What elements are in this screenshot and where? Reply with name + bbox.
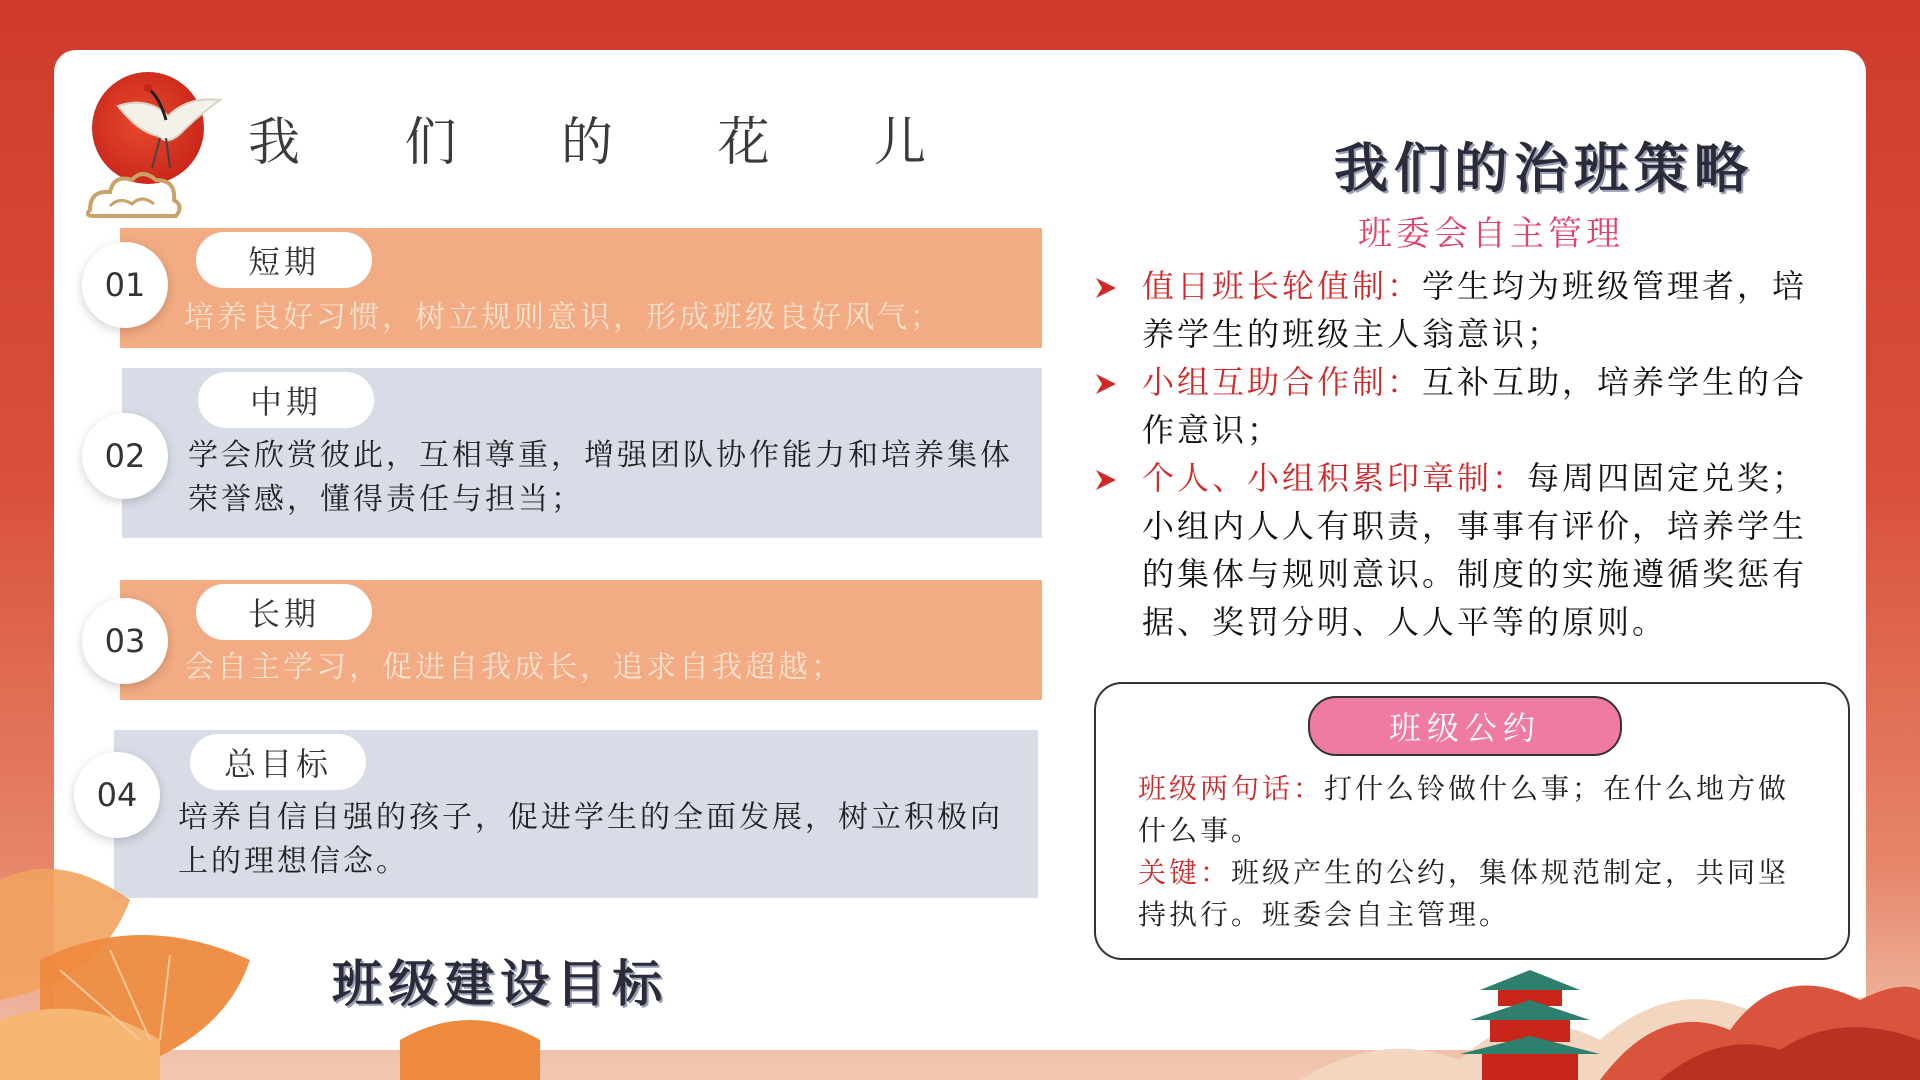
strategy-item (1094, 358, 1834, 454)
strategy-heading: 值日班长轮值制： (1142, 267, 1423, 305)
goal-description: 培养良好习惯，树立规则意识，形成班级良好风气； (184, 300, 943, 335)
convention-body: 打什么铃做什么事；在什么地方做什么事。 (1138, 772, 1790, 847)
convention-body: 班级产生的公约，集体规范制定，共同坚持执行。班委会自主管理。 (1138, 856, 1790, 931)
goal-label-pill: 长期 (196, 584, 372, 640)
strategy-body: 学生均为班级管理者，培养学生的班级主人翁意识； (1142, 267, 1808, 353)
strategy-item (1094, 454, 1834, 646)
goal-label-pill: 中期 (198, 372, 374, 428)
pavilion-icon (1300, 910, 1920, 1080)
convention-title-pill: 班级公约 (1308, 696, 1622, 756)
page-title: 我 们 的 花 儿 (248, 113, 971, 173)
goal-label-pill: 总目标 (190, 734, 366, 790)
goal-description: 学会欣赏彼此，互相尊重，增强团队协作能力和培养集体荣誉感，懂得责任与担当； (188, 438, 1013, 517)
strategy-heading: 小组互助合作制： (1142, 363, 1423, 401)
strategy-body: 每周四固定兑奖；小组内人人有职责，事事有评价，培养学生的集体与规则意识。制度的实施遵循奖惩有据、奖罚分明、人人平等的原则。 (1142, 459, 1808, 641)
arrow-bullet-icon (1094, 468, 1118, 492)
goal-number-badge: 02 (82, 413, 168, 499)
goal-number-badge: 01 (82, 242, 168, 328)
goal-label-pill: 短期 (196, 232, 372, 288)
strategy-item (1094, 262, 1834, 358)
strategy-subtitle: 班委会自主管理 (1358, 214, 1624, 254)
goal-description: 会自主学习，促进自我成长，追求自我超越； (184, 650, 844, 685)
strategy-heading: 个人、小组积累印章制： (1142, 459, 1528, 497)
strategy-list (1094, 262, 1834, 646)
convention-label: 班级两句话： (1138, 772, 1325, 805)
arrow-bullet-icon (1094, 276, 1118, 300)
goal-number-badge: 03 (82, 598, 168, 684)
goals-section-title: 班级建设目标 (332, 954, 668, 1013)
strategy-title: 我们的治班策略 (1334, 136, 1754, 200)
strategy-body: 互补互助，培养学生的合作意识； (1142, 363, 1808, 449)
goal-description: 培养自信自强的孩子，促进学生的全面发展，树立积极向上的理想信念。 (178, 800, 1003, 879)
convention-label: 关键： (1138, 856, 1232, 889)
goal-number-badge: 04 (74, 752, 160, 838)
arrow-bullet-icon (1094, 372, 1118, 396)
crane-icon (108, 76, 228, 176)
